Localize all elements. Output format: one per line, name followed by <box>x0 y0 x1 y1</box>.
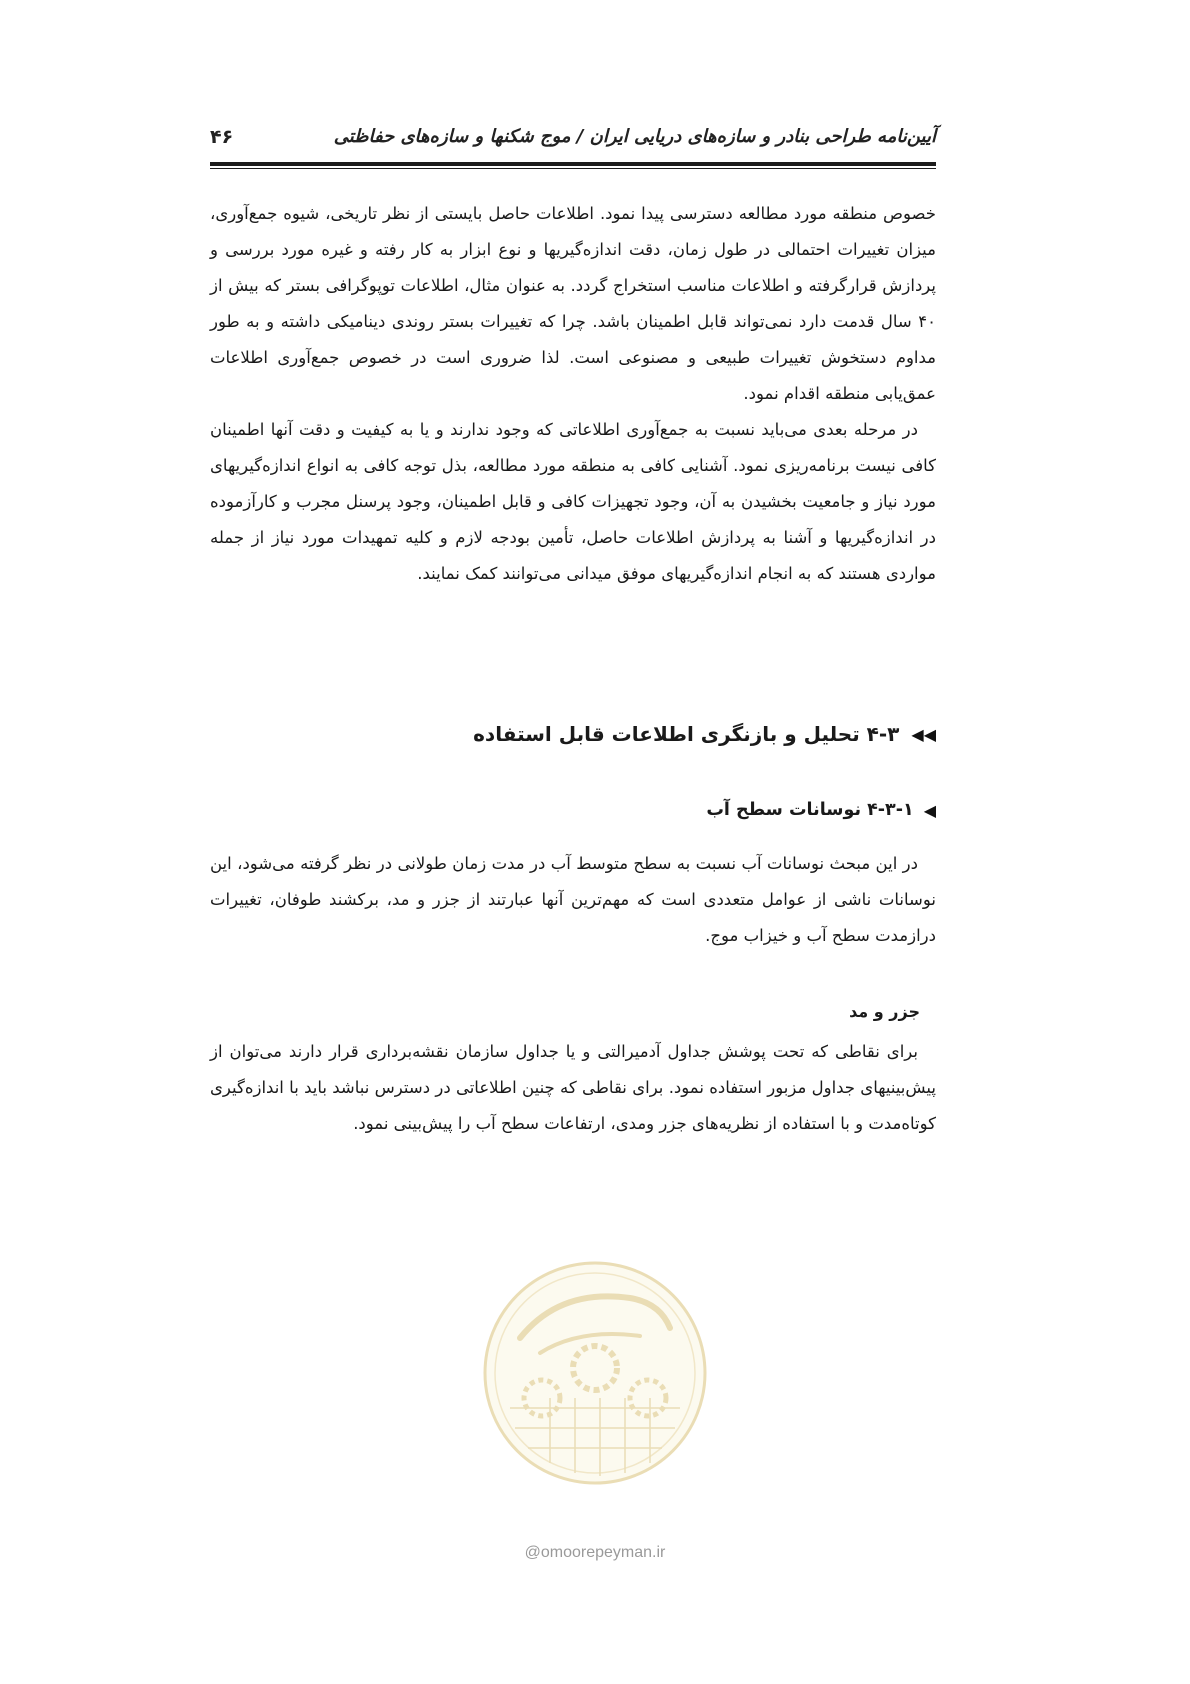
subsubsection-text <box>210 1034 936 1142</box>
paragraph-tide: برای نقاطی که تحت پوشش جداول آدمیرالتی و یا جداول سازمان نقشه‌برداری قرار دارند می‌توان از پیش‌بینیهای جداول مزبور استفاده نمود. برای نقاطی که چنین اطلاعاتی در دسترس نباشد باید با اندازه‌گیری کوتاه‌مدت و با استفاده از نظریه‌های جزر ومدی، ارتفاعات سطح آب را پیش‌بینی نمود. <box>210 1042 936 1133</box>
header-rule-thick <box>210 162 936 166</box>
subsection-heading <box>210 800 936 820</box>
watermark-logo <box>480 1258 710 1488</box>
running-head <box>210 126 936 162</box>
running-title: آیین‌نامه طراحی بنادر و سازه‌های دریایی ایران / موج شکنها و سازه‌های حفاظتی <box>333 126 936 147</box>
double-arrow-icon: ◀◀ <box>911 724 936 744</box>
section-title: ۴-۳ تحلیل و بازنگری اطلاعات قابل استفاده <box>473 722 900 746</box>
paragraph-intro-2: در مرحله بعدی می‌باید نسبت به جمع‌آوری اطلاعاتی که وجود ندارند و یا به کیفیت و دقت آنها اطمینان کافی نیست برنامه‌ریزی نمود. آشنایی کافی به منطقه مورد مطالعه، بذل توجه کافی به انواع اندازه‌گیریهای مورد نیاز و جامعیت بخشیدن به آن، وجود تجهیزات کافی و قابل اطمینان، وجود پرسنل مجرب و کارآزموده در اندازه‌گیریها و آشنا به پردازش اطلاعات حاصل، تأمین بودجه لازم و کلیه تمهیدات مورد نیاز از جمله مواردی هستند که به انجام اندازه‌گیریهای موفق میدانی می‌توانند کمک نمایند. <box>210 420 936 583</box>
subsection-text <box>210 846 936 954</box>
watermark-site: @omoorepeyman.ir <box>524 1544 666 1561</box>
arrow-icon: ◀ <box>923 800 936 820</box>
intro-text <box>210 196 936 592</box>
subsection-title: ۴-۳-۱ نوسانات سطح آب <box>706 800 914 820</box>
paragraph-water-level: در این مبحث نوسانات آب نسبت به سطح متوسط آب در مدت زمان طولانی در نظر گرفته می‌شود، این نوسانات ناشی از عوامل متعددی است که مهم‌ترین آنها عبارتند از جزر و مد، برکشند طوفان، تغییرات درازمدت سطح آب و خیزاب موج. <box>210 854 936 945</box>
section-heading <box>210 722 936 746</box>
paragraph-intro-1: خصوص منطقه مورد مطالعه دسترسی پیدا نمود. اطلاعات حاصل بایستی از نظر تاریخی، شیوه جمع‌آوری، میزان تغییرات احتمالی در طول زمان، دقت اندازه‌گیریها و نوع ابزار به کار رفته و غیره مورد بررسی و پردازش قرارگرفته و اطلاعات مناسب استخراج گردد. به عنوان مثال، اطلاعات توپوگرافی بستر که بیش از ۴۰ سال قدمت دارد نمی‌تواند قابل اطمینان باشد. چرا که تغییرات بستر روندی دینامیکی داشته و به طور مداوم دستخوش تغییرات طبیعی و مصنوعی است. لذا ضروری است در خصوص جمع‌آوری اطلاعات عمق‌یابی منطقه اقدام نمود. <box>210 204 936 403</box>
page-number: ۴۶ <box>210 126 234 148</box>
header-rule-thin <box>210 168 936 169</box>
subsubsection-heading: جزر و مد <box>849 1002 920 1021</box>
